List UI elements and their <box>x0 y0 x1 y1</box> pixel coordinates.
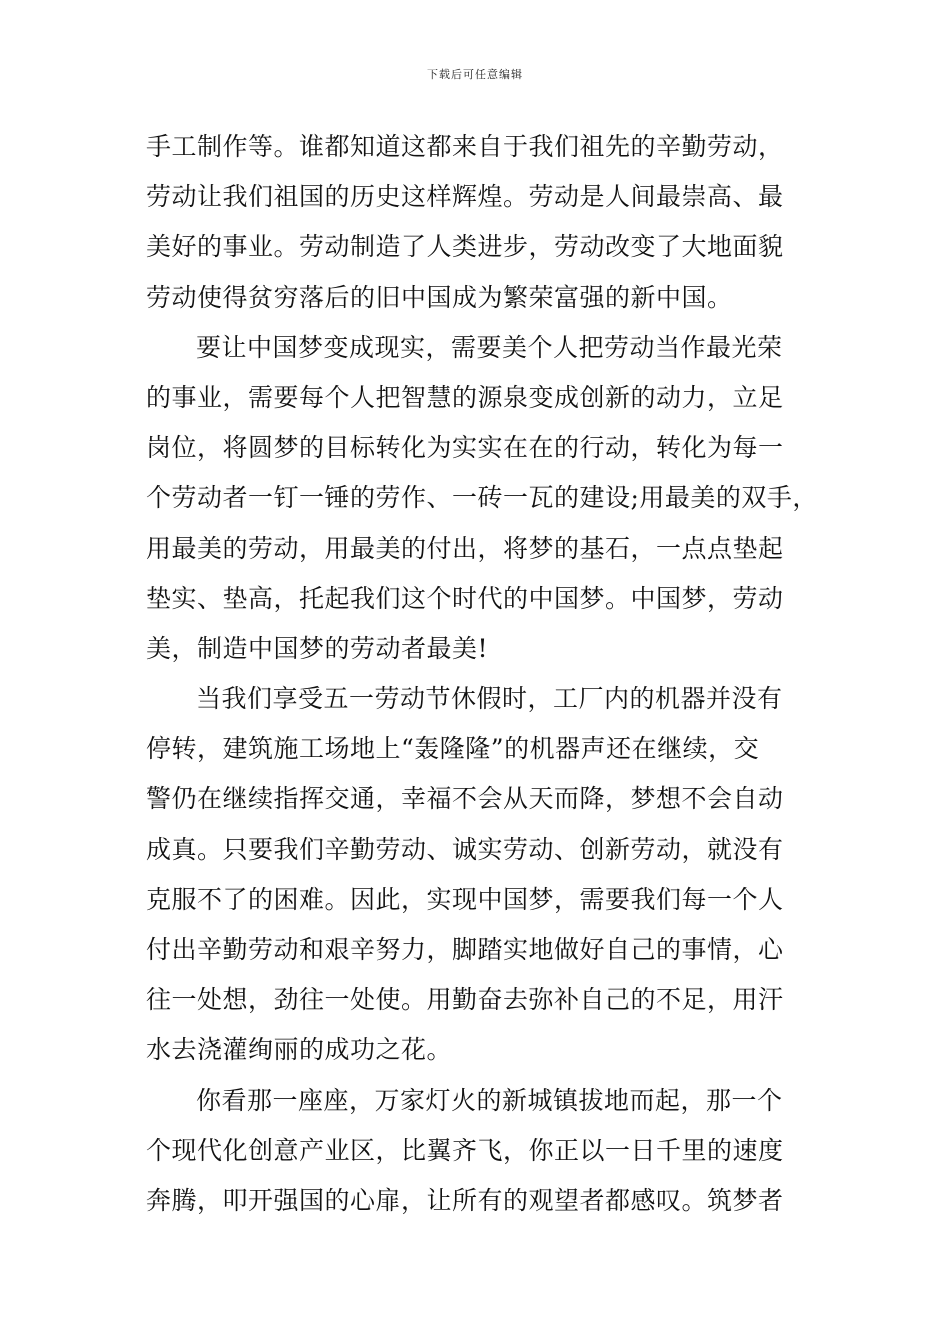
text-line: 个劳动者一钉一锤的劳作、一砖一瓦的建设;用最美的双手， <box>146 483 818 513</box>
text-line: 岗位，将圆梦的目标转化为实实在在的行动，转化为每一 <box>146 433 784 463</box>
text-line: 个现代化创意产业区，比翼齐飞，你正以一日千里的速度 <box>146 1135 784 1165</box>
body-text <box>146 122 816 1226</box>
text-line: 劳动让我们祖国的历史这样辉煌。劳动是人间最崇高、最 <box>146 182 784 212</box>
text-line: 停转，建筑施工场地上“轰隆隆”的机器声还在继续，交 <box>146 734 760 764</box>
text-line: 美，制造中国梦的劳动者最美! <box>146 633 489 663</box>
paragraph-first-line: 当我们享受五一劳动节休假时，工厂内的机器并没有 <box>196 684 783 714</box>
text-line: 付出辛勤劳动和艰辛努力，脚踏实地做好自己的事情，心 <box>146 935 784 964</box>
page-header: 下载后可任意编辑 <box>427 68 523 81</box>
paragraph-first-line: 你看那一座座，万家灯火的新城镇拔地而起，那一个 <box>196 1085 783 1115</box>
text-line: 手工制作等。谁都知道这都来自于我们祖先的辛勤劳动， <box>146 132 784 161</box>
text-line: 克服不了的困难。因此，实现中国梦，需要我们每一个人 <box>146 884 784 914</box>
text-line: 的事业，需要每个人把智慧的源泉变成创新的动力，立足 <box>146 382 784 412</box>
text-line: 奔腾，叩开强国的心扉，让所有的观望者都感叹。筑梦者 <box>146 1185 784 1215</box>
text-line: 劳动使得贫穷落后的旧中国成为繁荣富强的新中国。 <box>146 282 733 312</box>
text-line: 警仍在继续指挥交通，幸福不会从天而降，梦想不会自动 <box>146 784 784 814</box>
paragraph-first-line: 要让中国梦变成现实，需要美个人把劳动当作最光荣 <box>196 332 783 362</box>
text-line: 用最美的劳动，用最美的付出，将梦的基石，一点点垫起 <box>146 533 784 563</box>
text-line: 水去浇灌绚丽的成功之花。 <box>146 1035 453 1065</box>
text-line: 美好的事业。劳动制造了人类进步，劳动改变了大地面貌 <box>146 232 784 262</box>
text-line: 往一处想，劲往一处使。用勤奋去弥补自己的不足，用汗 <box>146 985 784 1015</box>
text-line: 垫实、垫高，托起我们这个时代的中国梦。中国梦，劳动 <box>146 583 784 613</box>
text-line: 成真。只要我们辛勤劳动、诚实劳动、创新劳动，就没有 <box>146 834 784 864</box>
